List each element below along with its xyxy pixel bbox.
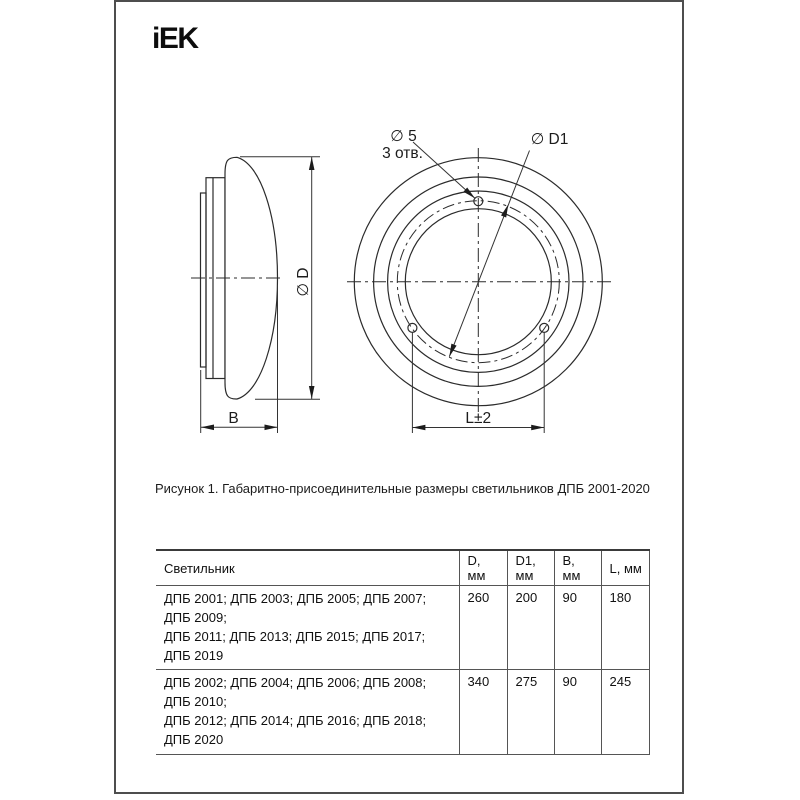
- label-hole-diameter: ∅ 5: [390, 128, 417, 145]
- value-b: 90: [554, 586, 601, 670]
- iek-logo: iEK: [152, 22, 198, 55]
- arrowhead-right-icon: [531, 425, 544, 431]
- dimensions-table: [156, 549, 650, 755]
- arrowhead-up-icon: [309, 157, 315, 170]
- arrowhead-right-icon: [265, 425, 278, 431]
- header-luminaire: Светильник: [156, 550, 459, 586]
- header-d1-mm: D1, мм: [507, 550, 554, 586]
- side-view: [191, 157, 284, 399]
- front-view: [347, 148, 612, 413]
- label-diameter-d1: ∅ D1: [530, 131, 569, 148]
- table-header-row: [156, 550, 649, 586]
- value-l: 245: [601, 670, 649, 754]
- value-d1: 275: [507, 670, 554, 754]
- value-d: 340: [459, 670, 507, 754]
- arrowhead-upper-icon: [501, 204, 508, 217]
- header-d-mm: D, мм: [459, 550, 507, 586]
- header-l-mm: L, мм: [601, 550, 649, 586]
- models-cell: [156, 586, 459, 670]
- value-d1: 200: [507, 586, 554, 670]
- arrowhead-lower-icon: [449, 344, 456, 357]
- table-row: [156, 670, 649, 754]
- arrowhead-left-icon: [201, 425, 214, 431]
- value-l: 180: [601, 586, 649, 670]
- models-cell: [156, 670, 459, 754]
- models-line: ДПБ 2002; ДПБ 2004; ДПБ 2006; ДПБ 2008; ДПБ 2010;: [164, 675, 427, 710]
- label-diameter-d: ∅ D: [295, 267, 312, 297]
- table-row: [156, 586, 649, 670]
- models-line: ДПБ 2011; ДПБ 2013; ДПБ 2015; ДПБ 2017; ДПБ 2019: [164, 628, 426, 663]
- arrowhead-left-icon: [412, 425, 425, 431]
- figure-caption: Рисунок 1. Габаритно-присоединительные размеры светильников ДПБ 2001-2020: [155, 481, 650, 496]
- label-hole-count: 3 отв.: [382, 145, 423, 162]
- models-line: ДПБ 2001; ДПБ 2003; ДПБ 2005; ДПБ 2007; ДПБ 2009;: [164, 591, 427, 625]
- flange-outer-ring: [201, 193, 207, 367]
- d1-leader-line: [449, 151, 529, 357]
- arrowhead-down-icon: [309, 386, 315, 399]
- models-line: ДПБ 2012; ДПБ 2014; ДПБ 2016; ДПБ 2018; ДПБ 2020: [164, 713, 427, 747]
- value-b: 90: [554, 670, 601, 754]
- mounting-hole-right: [540, 323, 549, 332]
- label-width-b: B: [228, 410, 239, 427]
- dimension-d1: [449, 151, 529, 357]
- value-d: 260: [459, 586, 507, 670]
- label-spacing-l: L±2: [465, 410, 492, 427]
- mounting-hole-left: [408, 323, 417, 332]
- header-b-mm: B, мм: [554, 550, 601, 586]
